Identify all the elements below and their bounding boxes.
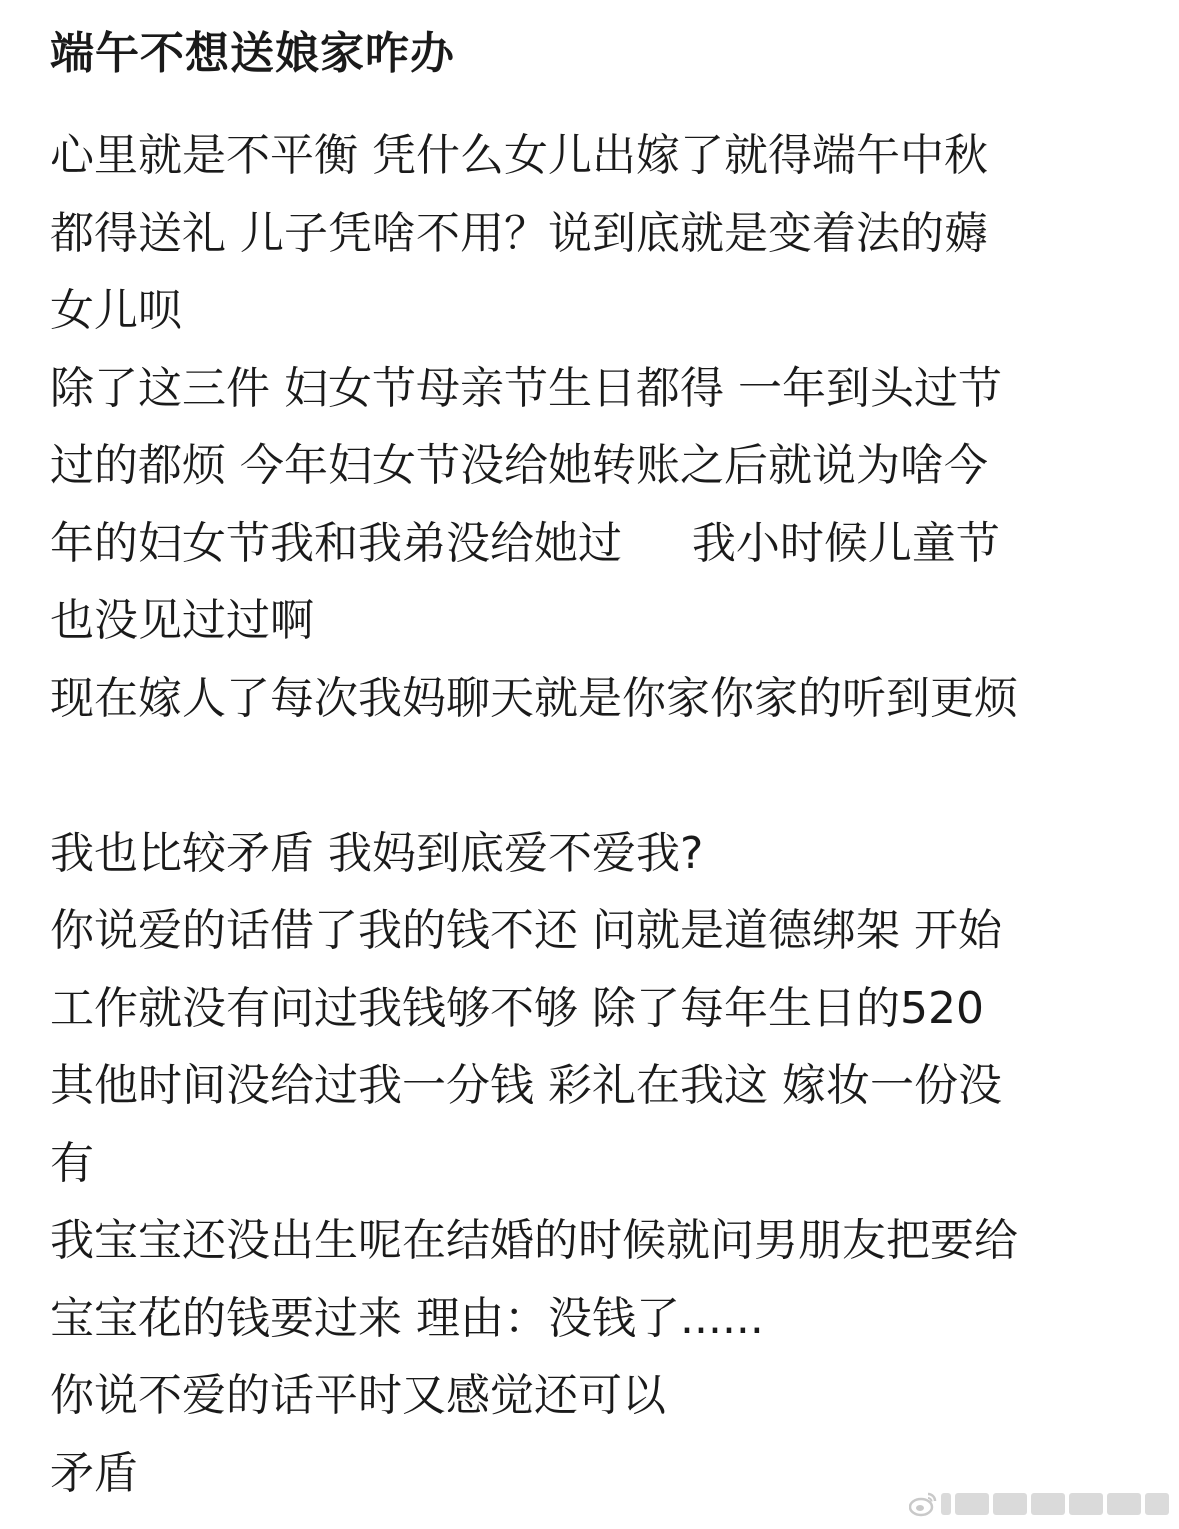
watermark-username-block — [1069, 1493, 1103, 1515]
watermark — [909, 1489, 1169, 1519]
post-line: 也没见过过啊 — [50, 595, 314, 646]
post-line: 过的都烦 今年妇女节没给她转账之后就说为啥今 — [50, 440, 988, 491]
weibo-logo-icon — [909, 1491, 937, 1517]
post-line: 我宝宝还没出生呢在结婚的时候就问男朋友把要给 — [50, 1215, 1018, 1266]
post-line: 心里就是不平衡 凭什么女儿出嫁了就得端午中秋 — [50, 130, 988, 181]
post-line: 有 — [50, 1137, 94, 1189]
watermark-username-block — [1145, 1493, 1169, 1515]
post-line: 除了这三件 妇女节母亲节生日都得 一年到头过节 — [50, 362, 1002, 414]
post-line: 你说不爱的话平时又感觉还可以 — [50, 1370, 666, 1421]
post-line: 宝宝花的钱要过来 理由：没钱了...... — [50, 1292, 764, 1344]
post-line: 现在嫁人了每次我妈聊天就是你家你家的听到更烦 — [50, 672, 1018, 724]
post-line: 都得送礼 儿子凭啥不用？说到底就是变着法的薅 — [50, 207, 988, 259]
post-line: 矛盾 — [50, 1447, 138, 1499]
watermark-username-block — [1107, 1493, 1141, 1515]
watermark-username-block — [955, 1493, 989, 1515]
post-line: 我也比较矛盾 我妈到底爱不爱我? — [50, 827, 704, 879]
watermark-username-block — [941, 1493, 951, 1515]
post-line: 女儿呗 — [50, 285, 182, 336]
post-blank-line — [50, 737, 1150, 815]
post-title: 端午不想送娘家咋办 — [50, 28, 455, 79]
post-line: 年的妇女节我和我弟没给她过 我小时候儿童节 — [50, 517, 1000, 569]
post-line: 其他时间没给过我一分钱 彩礼在我这 嫁妆一份没 — [50, 1060, 1002, 1111]
post-body — [50, 117, 1150, 1512]
watermark-username-block — [1031, 1493, 1065, 1515]
post-line: 工作就没有问过我钱够不够 除了每年生日的520 — [50, 982, 984, 1034]
post-line: 你说爱的话借了我的钱不还 问就是道德绑架 开始 — [50, 905, 1002, 956]
watermark-username-block — [993, 1493, 1027, 1515]
